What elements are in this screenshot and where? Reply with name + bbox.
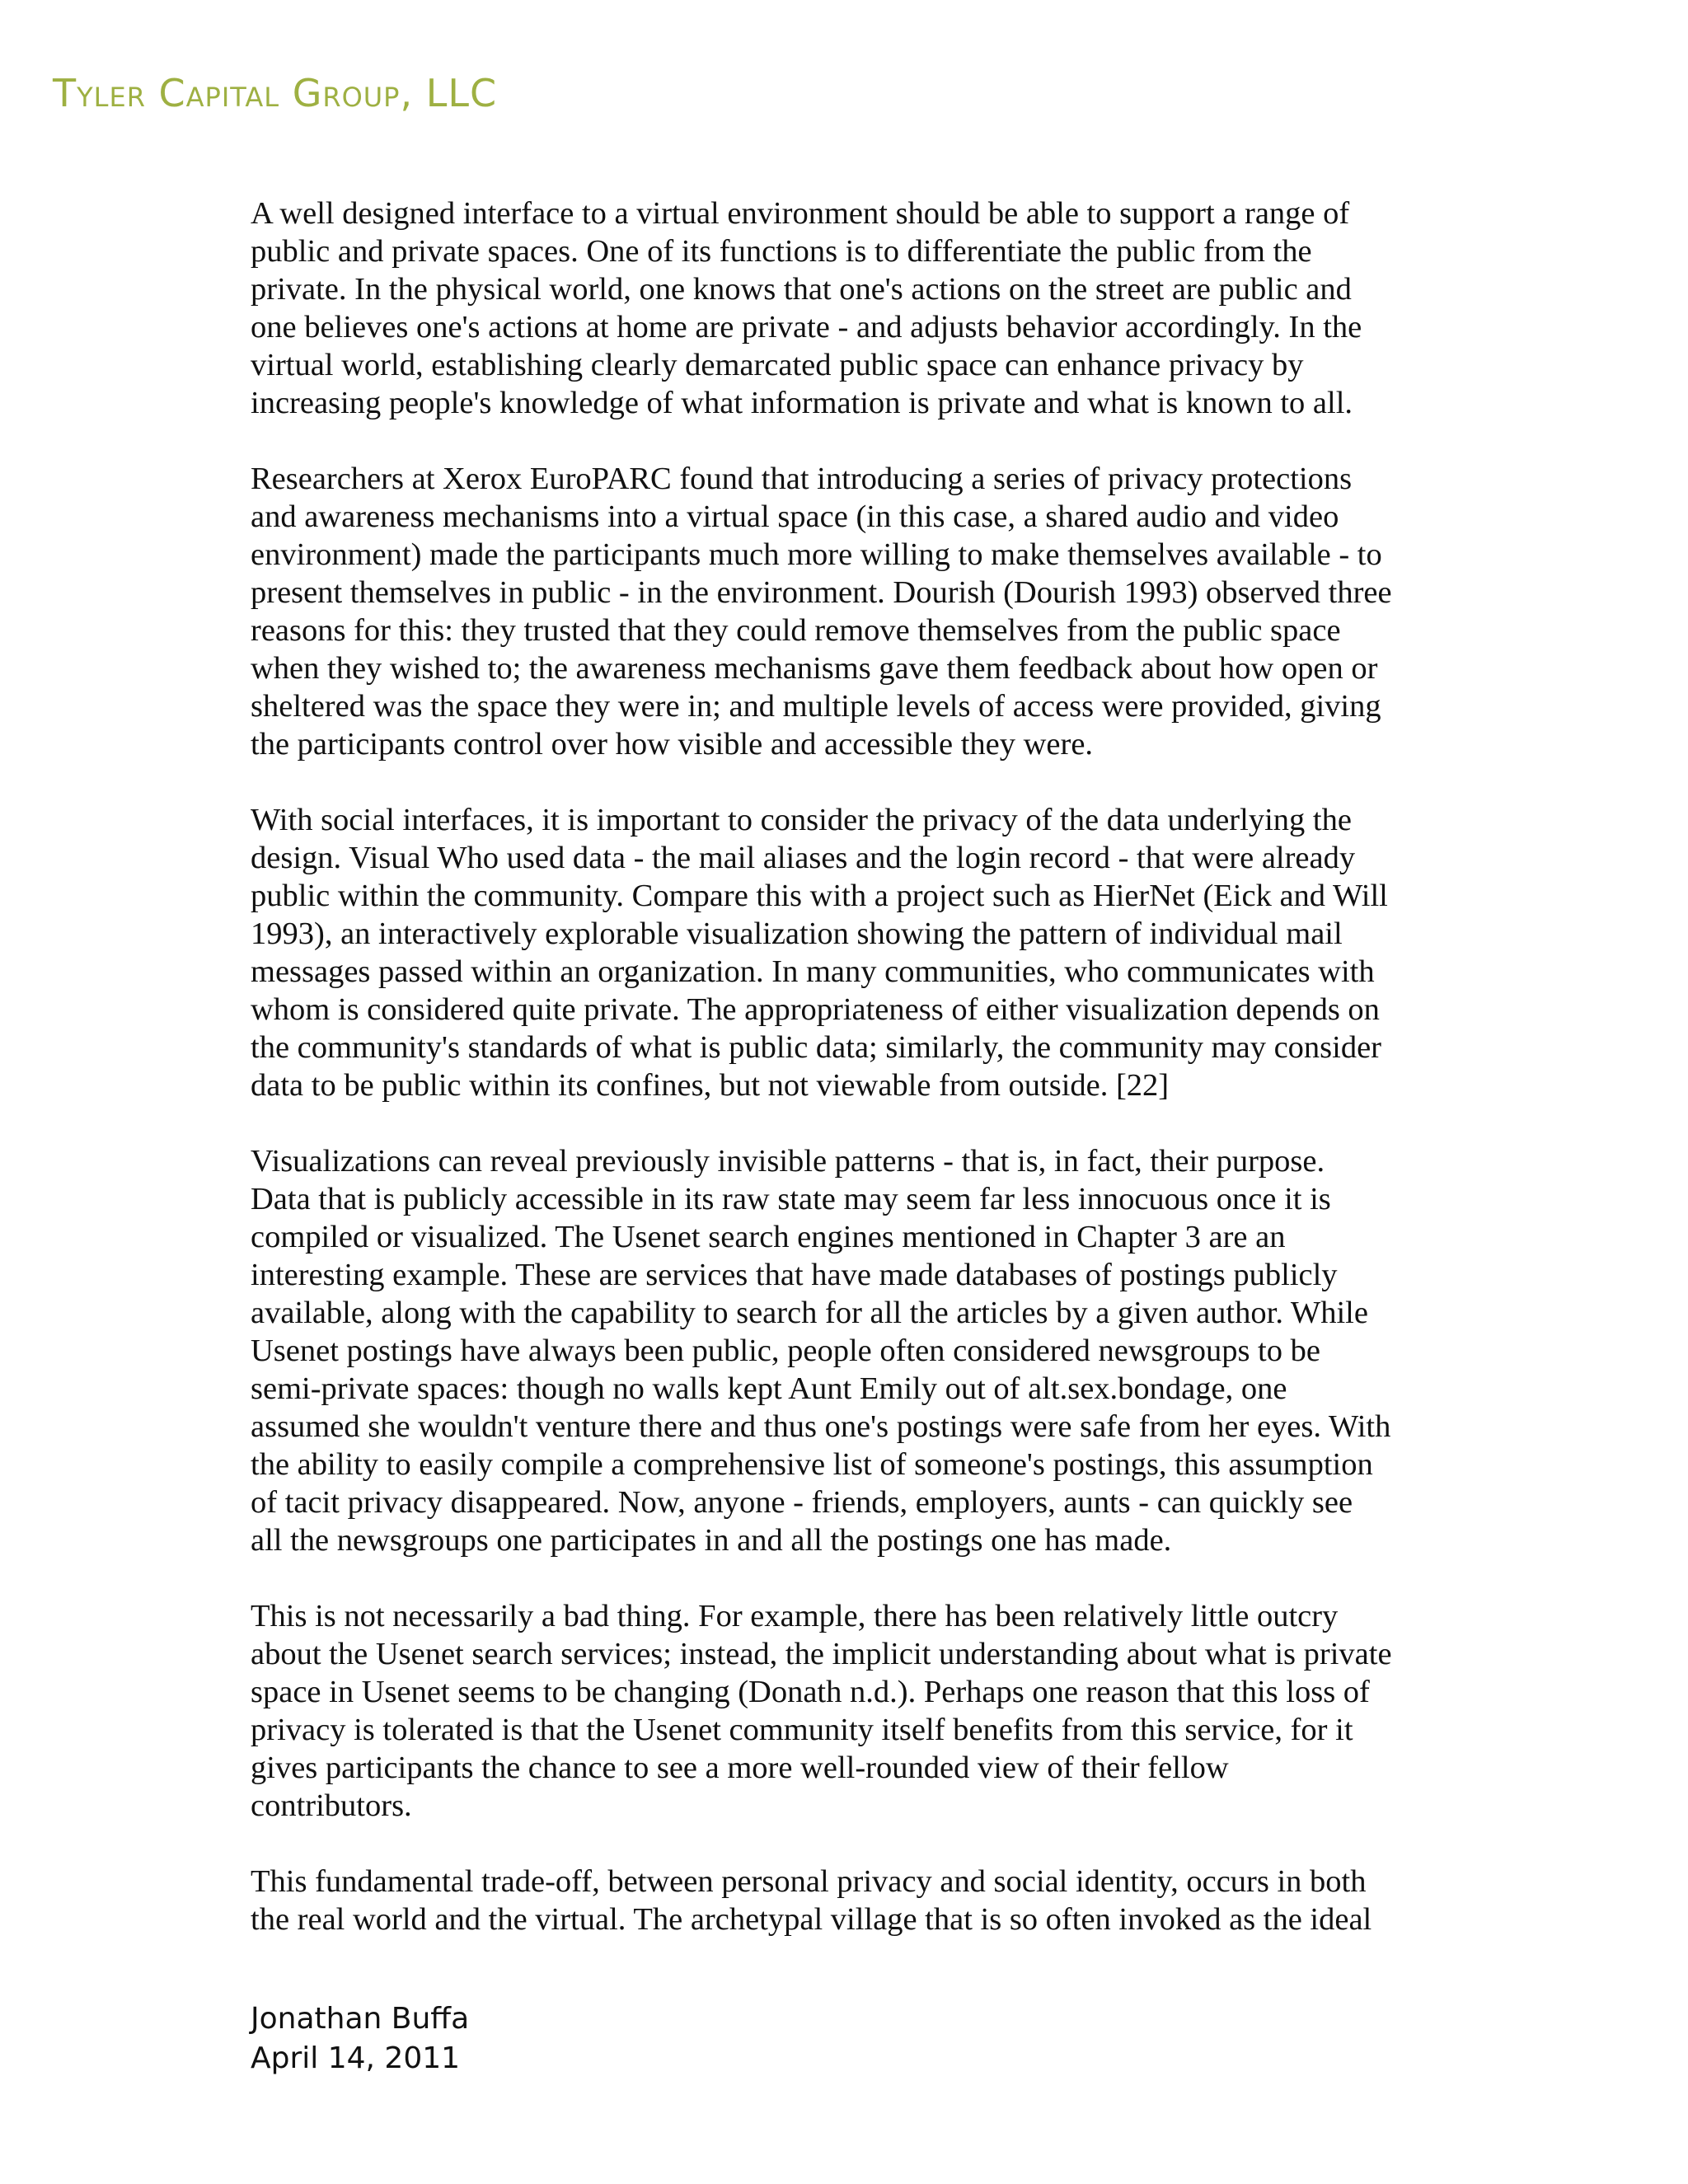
text-line: the real world and the virtual. The archetypal village that is so often invoked as the ideal [251, 1902, 1372, 1937]
text-line: messages passed within an organization. In many communities, who communicates with [251, 954, 1375, 989]
text-line: privacy is tolerated is that the Usenet community itself benefits from this service, for it [251, 1713, 1353, 1747]
text-line: With social interfaces, it is important to consider the privacy of the data underlying the [251, 803, 1352, 837]
paragraph [251, 801, 1454, 1104]
paragraph [251, 194, 1454, 422]
text-line: This fundamental trade-off, between personal privacy and social identity, occurs in both [251, 1864, 1367, 1899]
company-header: Tyler Capital Group, LLC [53, 71, 498, 115]
text-line: the community's standards of what is public data; similarly, the community may consider [251, 1030, 1381, 1065]
text-line: A well designed interface to a virtual environment should be able to support a range of [251, 196, 1350, 231]
text-line: assumed she wouldn't venture there and thus one's postings were safe from her eyes. With [251, 1409, 1391, 1444]
text-line: public within the community. Compare this with a project such as HierNet (Eick and Will [251, 879, 1388, 913]
text-line: sheltered was the space they were in; and multiple levels of access were provided, giving [251, 689, 1381, 724]
text-line: the participants control over how visible and accessible they were. [251, 727, 1094, 762]
text-line: of tacit privacy disappeared. Now, anyone - friends, employers, aunts - can quickly see [251, 1485, 1353, 1520]
text-line: private. In the physical world, one knows that one's actions on the street are public and [251, 272, 1352, 307]
text-line: gives participants the chance to see a more well-rounded view of their fellow [251, 1750, 1229, 1785]
text-line: This is not necessarily a bad thing. For example, there has been relatively little outcry [251, 1599, 1339, 1633]
text-line: compiled or visualized. The Usenet search engines mentioned in Chapter 3 are an [251, 1220, 1286, 1254]
text-line: space in Usenet seems to be changing (Donath n.d.). Perhaps one reason that this loss of [251, 1675, 1370, 1709]
text-line: increasing people's knowledge of what information is private and what is known to all. [251, 386, 1353, 420]
text-line: design. Visual Who used data - the mail aliases and the login record - that were already [251, 841, 1356, 875]
signature-block [251, 1999, 469, 2079]
paragraph [251, 460, 1454, 763]
text-line: interesting example. These are services that have made databases of postings publicly [251, 1258, 1338, 1292]
text-line: Data that is publicly accessible in its raw state may seem far less innocuous once it is [251, 1182, 1331, 1216]
text-line: Visualizations can reveal previously invisible patterns - that is, in fact, their purpose. [251, 1144, 1325, 1179]
text-line: 1993), an interactively explorable visualization showing the pattern of individual mail [251, 916, 1343, 951]
text-line: Usenet postings have always been public, people often considered newsgroups to be [251, 1333, 1320, 1368]
text-line: public and private spaces. One of its functions is to differentiate the public from the [251, 234, 1312, 269]
text-line: environment) made the participants much more willing to make themselves available - to [251, 537, 1382, 572]
text-line: present themselves in public - in the environment. Dourish (Dourish 1993) observed three [251, 575, 1392, 610]
text-line: semi-private spaces: though no walls kept Aunt Emily out of alt.sex.bondage, one [251, 1371, 1287, 1406]
author-name: Jonathan Buffa [251, 2002, 470, 2036]
text-line: when they wished to; the awareness mechanisms gave them feedback about how open or [251, 651, 1378, 686]
text-line: about the Usenet search services; instead, the implicit understanding about what is private [251, 1637, 1392, 1671]
text-line: data to be public within its confines, but not viewable from outside. [22] [251, 1068, 1170, 1103]
paragraph [251, 1863, 1454, 1938]
text-line: reasons for this: they trusted that they could remove themselves from the public space [251, 613, 1341, 648]
text-line: whom is considered quite private. The appropriateness of either visualization depends on [251, 992, 1380, 1027]
paragraph [251, 1597, 1454, 1825]
text-line: and awareness mechanisms into a virtual space (in this case, a shared audio and video [251, 499, 1339, 534]
document-body [251, 194, 1454, 1976]
document-date: April 14, 2011 [251, 2041, 461, 2075]
text-line: virtual world, establishing clearly demarcated public space can enhance privacy by [251, 348, 1304, 382]
text-line: the ability to easily compile a comprehensive list of someone's postings, this assumption [251, 1447, 1373, 1482]
text-line: contributors. [251, 1788, 412, 1823]
text-line: one believes one's actions at home are private - and adjusts behavior accordingly. In the [251, 310, 1362, 344]
text-line: Researchers at Xerox EuroPARC found that introducing a series of privacy protections [251, 462, 1353, 496]
paragraph [251, 1142, 1454, 1559]
text-line: available, along with the capability to search for all the articles by a given author. While [251, 1296, 1368, 1330]
text-line: all the newsgroups one participates in and all the postings one has made. [251, 1523, 1172, 1558]
